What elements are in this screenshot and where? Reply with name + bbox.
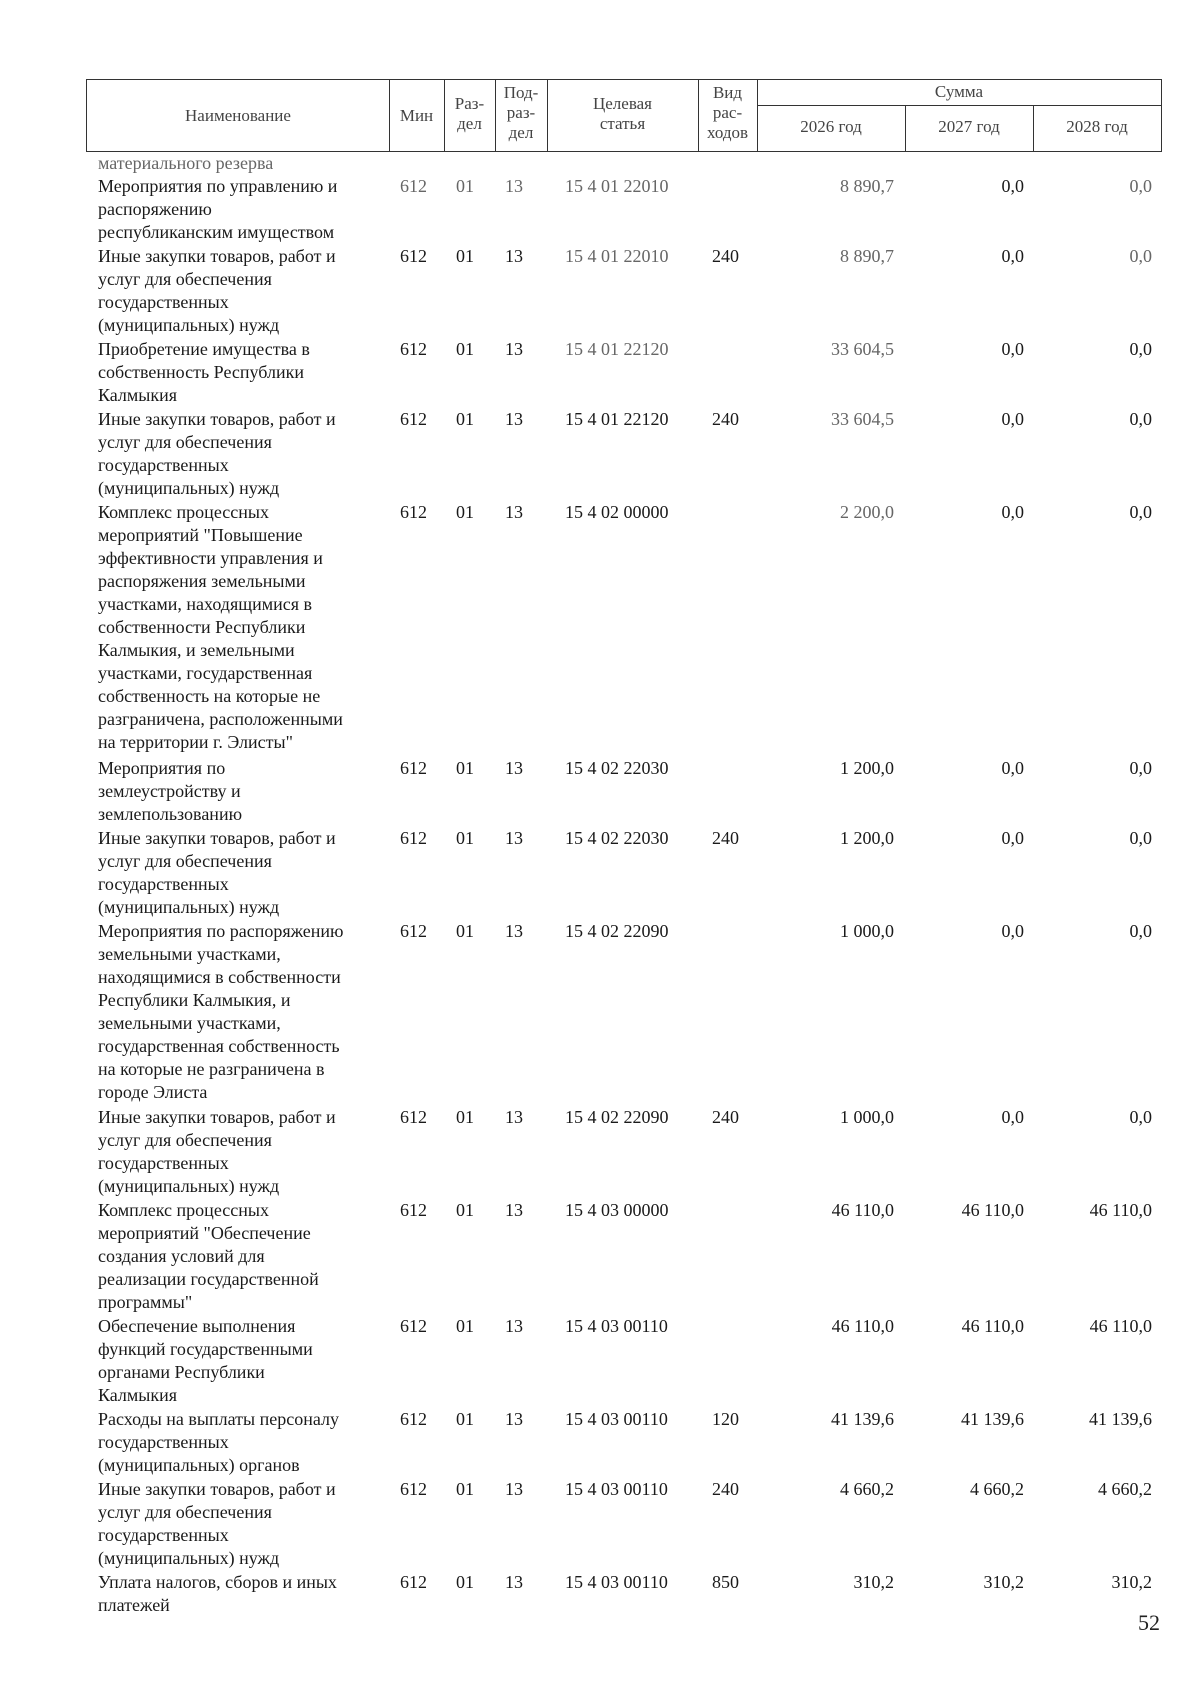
row-sum-2026: 8 890,7: [840, 176, 894, 196]
row-sum-2026: 41 139,6: [831, 1409, 894, 1429]
row-target: 15 4 02 22030: [565, 828, 669, 848]
header-2028: 2028 год: [1066, 117, 1128, 136]
row-sum-2027: 0,0: [1001, 502, 1024, 522]
row-sum-2027: 0,0: [1001, 828, 1024, 848]
row-razdel: 01: [456, 1316, 474, 1336]
row-podrazdel: 13: [505, 921, 523, 941]
row-target: 15 4 01 22010: [565, 176, 669, 196]
row-sum-2026: 46 110,0: [831, 1316, 894, 1336]
row-name: Иные закупки товаров, работ и услуг для обеспечения государственных (муниципальных) нужд: [98, 409, 336, 498]
header-summa: Сумма: [934, 82, 984, 101]
row-target: 15 4 01 22010: [565, 246, 669, 266]
row-name: Иные закупки товаров, работ и услуг для обеспечения государственных (муниципальных) нужд: [98, 246, 336, 335]
row-sum-2027: 0,0: [1001, 409, 1024, 429]
row-podrazdel: 13: [505, 1409, 523, 1429]
header-vid: Вид рас- ходов: [706, 83, 749, 142]
row-sum-2027: 310,2: [983, 1572, 1024, 1592]
row-target: 15 4 02 22030: [565, 758, 669, 778]
header-min: Мин: [399, 106, 434, 125]
row-min: 612: [400, 758, 427, 778]
row-sum-2027: 0,0: [1001, 176, 1024, 196]
row-sum-2027: 0,0: [1001, 921, 1024, 941]
row-min: 612: [400, 1316, 427, 1336]
row-razdel: 01: [456, 1572, 474, 1592]
row-sum-2026: 1 000,0: [840, 1107, 894, 1127]
row-min: 612: [400, 502, 427, 522]
row-razdel: 01: [456, 1409, 474, 1429]
row-sum-2028: 0,0: [1129, 409, 1152, 429]
row-target: 15 4 02 22090: [565, 921, 669, 941]
row-vid: 240: [712, 409, 739, 429]
row-sum-2027: 41 139,6: [961, 1409, 1024, 1429]
row-vid: 850: [712, 1572, 739, 1592]
row-target: 15 4 03 00110: [565, 1316, 668, 1336]
row-sum-2027: 0,0: [1001, 339, 1024, 359]
row-podrazdel: 13: [505, 828, 523, 848]
row-min: 612: [400, 1479, 427, 1499]
row-sum-2028: 46 110,0: [1089, 1200, 1152, 1220]
row-razdel: 01: [456, 921, 474, 941]
row-sum-2027: 0,0: [1001, 758, 1024, 778]
row-sum-2027: 0,0: [1001, 246, 1024, 266]
row-sum-2026: 46 110,0: [831, 1200, 894, 1220]
row-sum-2026: 4 660,2: [840, 1479, 894, 1499]
row-target: 15 4 03 00000: [565, 1200, 669, 1220]
row-min: 612: [400, 176, 427, 196]
page-number: 52: [1138, 1610, 1160, 1635]
row-target: 15 4 03 00110: [565, 1409, 668, 1429]
row-sum-2026: 1 200,0: [840, 828, 894, 848]
row-name: Иные закупки товаров, работ и услуг для обеспечения государственных (муниципальных) нужд: [98, 828, 336, 917]
row-podrazdel: 13: [505, 1107, 523, 1127]
row-sum-2028: 46 110,0: [1089, 1316, 1152, 1336]
row-sum-2027: 4 660,2: [970, 1479, 1024, 1499]
row-min: 612: [400, 921, 427, 941]
row-sum-2028: 0,0: [1129, 1107, 1152, 1127]
row-sum-2026: 2 200,0: [840, 502, 894, 522]
row-sum-2028: 0,0: [1129, 828, 1152, 848]
row-sum-2028: 0,0: [1129, 246, 1152, 266]
row-name: Комплекс процессных мероприятий "Повышение эффективности управления и распоряжения земельными участками, находящимися в собственности Республики Калмыкия, и земельными участками, государственная собственность на которые не разграничена, расположенными на территории г. Элисты": [98, 502, 343, 752]
row-sum-2026: 33 604,5: [831, 339, 894, 359]
row-podrazdel: 13: [505, 1200, 523, 1220]
row-sum-2028: 0,0: [1129, 502, 1152, 522]
row-name: Комплекс процессных мероприятий "Обеспечение создания условий для реализации государственной программы": [98, 1200, 319, 1312]
row-vid: 240: [712, 246, 739, 266]
row-min: 612: [400, 828, 427, 848]
row-vid: 240: [712, 1479, 739, 1499]
row-podrazdel: 13: [505, 1316, 523, 1336]
row-razdel: 01: [456, 409, 474, 429]
row-target: 15 4 01 22120: [565, 409, 669, 429]
row-sum-2026: 1 200,0: [840, 758, 894, 778]
row-sum-2028: 4 660,2: [1098, 1479, 1152, 1499]
row-sum-2028: 0,0: [1129, 921, 1152, 941]
row-sum-2027: 0,0: [1001, 1107, 1024, 1127]
row-sum-2026: 8 890,7: [840, 246, 894, 266]
row-target: 15 4 02 00000: [565, 502, 669, 522]
row-min: 612: [400, 339, 427, 359]
header-target: Целевая статья: [592, 94, 653, 133]
row-name: Приобретение имущества в собственность Республики Калмыкия: [98, 339, 310, 405]
header-name: Наименование: [185, 106, 291, 125]
row-sum-2026: 1 000,0: [840, 921, 894, 941]
row-razdel: 01: [456, 758, 474, 778]
row-razdel: 01: [456, 1107, 474, 1127]
row-sum-2028: 41 139,6: [1089, 1409, 1152, 1429]
row-name: Мероприятия по управлению и распоряжению республиканским имуществом: [98, 176, 338, 242]
row-min: 612: [400, 1107, 427, 1127]
row-sum-2028: 310,2: [1111, 1572, 1152, 1592]
row-min: 612: [400, 1572, 427, 1592]
table-header: [86, 79, 1162, 152]
row-name: Расходы на выплаты персоналу государственных (муниципальных) органов: [98, 1409, 339, 1475]
header-razdel: Раз- дел: [454, 94, 485, 133]
row-name: Иные закупки товаров, работ и услуг для обеспечения государственных (муниципальных) нужд: [98, 1107, 336, 1196]
row-min: 612: [400, 1200, 427, 1220]
row-razdel: 01: [456, 1200, 474, 1220]
row-target: 15 4 01 22120: [565, 339, 669, 359]
row-sum-2027: 46 110,0: [961, 1316, 1024, 1336]
row-vid: 240: [712, 828, 739, 848]
row-podrazdel: 13: [505, 246, 523, 266]
row-target: 15 4 02 22090: [565, 1107, 669, 1127]
row-sum-2028: 0,0: [1129, 339, 1152, 359]
row-sum-2028: 0,0: [1129, 758, 1152, 778]
row-razdel: 01: [456, 828, 474, 848]
row-razdel: 01: [456, 246, 474, 266]
row-min: 612: [400, 1409, 427, 1429]
row-vid: 120: [712, 1409, 739, 1429]
row-target: 15 4 03 00110: [565, 1572, 668, 1592]
header-2026: 2026 год: [800, 117, 862, 136]
row-podrazdel: 13: [505, 339, 523, 359]
row-name: Обеспечение выполнения функций государственными органами Республики Калмыкия: [98, 1316, 313, 1405]
row-name: Иные закупки товаров, работ и услуг для обеспечения государственных (муниципальных) нужд: [98, 1479, 336, 1568]
row-podrazdel: 13: [505, 1479, 523, 1499]
row-razdel: 01: [456, 176, 474, 196]
row-podrazdel: 13: [505, 176, 523, 196]
header-podrazdel: Под- раз- дел: [503, 83, 539, 142]
row-min: 612: [400, 246, 427, 266]
row-name: Мероприятия по землеустройству и землепользованию: [98, 758, 243, 824]
row-razdel: 01: [456, 1479, 474, 1499]
row-sum-2026: 310,2: [853, 1572, 894, 1592]
row-razdel: 01: [456, 339, 474, 359]
row-podrazdel: 13: [505, 502, 523, 522]
row-sum-2026: 33 604,5: [831, 409, 894, 429]
row-vid: 240: [712, 1107, 739, 1127]
row-podrazdel: 13: [505, 409, 523, 429]
continuation-text: материального резерва: [98, 153, 274, 173]
row-target: 15 4 03 00110: [565, 1479, 668, 1499]
row-sum-2028: 0,0: [1129, 176, 1152, 196]
row-name: Мероприятия по распоряжению земельными участками, находящимися в собственности Республики Калмыкия, и земельными участками, государственная собственность на которые не разграничена в городе Элиста: [98, 921, 344, 1102]
row-name: Уплата налогов, сборов и иных платежей: [98, 1572, 337, 1615]
row-podrazdel: 13: [505, 758, 523, 778]
row-sum-2027: 46 110,0: [961, 1200, 1024, 1220]
row-min: 612: [400, 409, 427, 429]
header-2027: 2027 год: [938, 117, 1000, 136]
row-razdel: 01: [456, 502, 474, 522]
row-podrazdel: 13: [505, 1572, 523, 1592]
